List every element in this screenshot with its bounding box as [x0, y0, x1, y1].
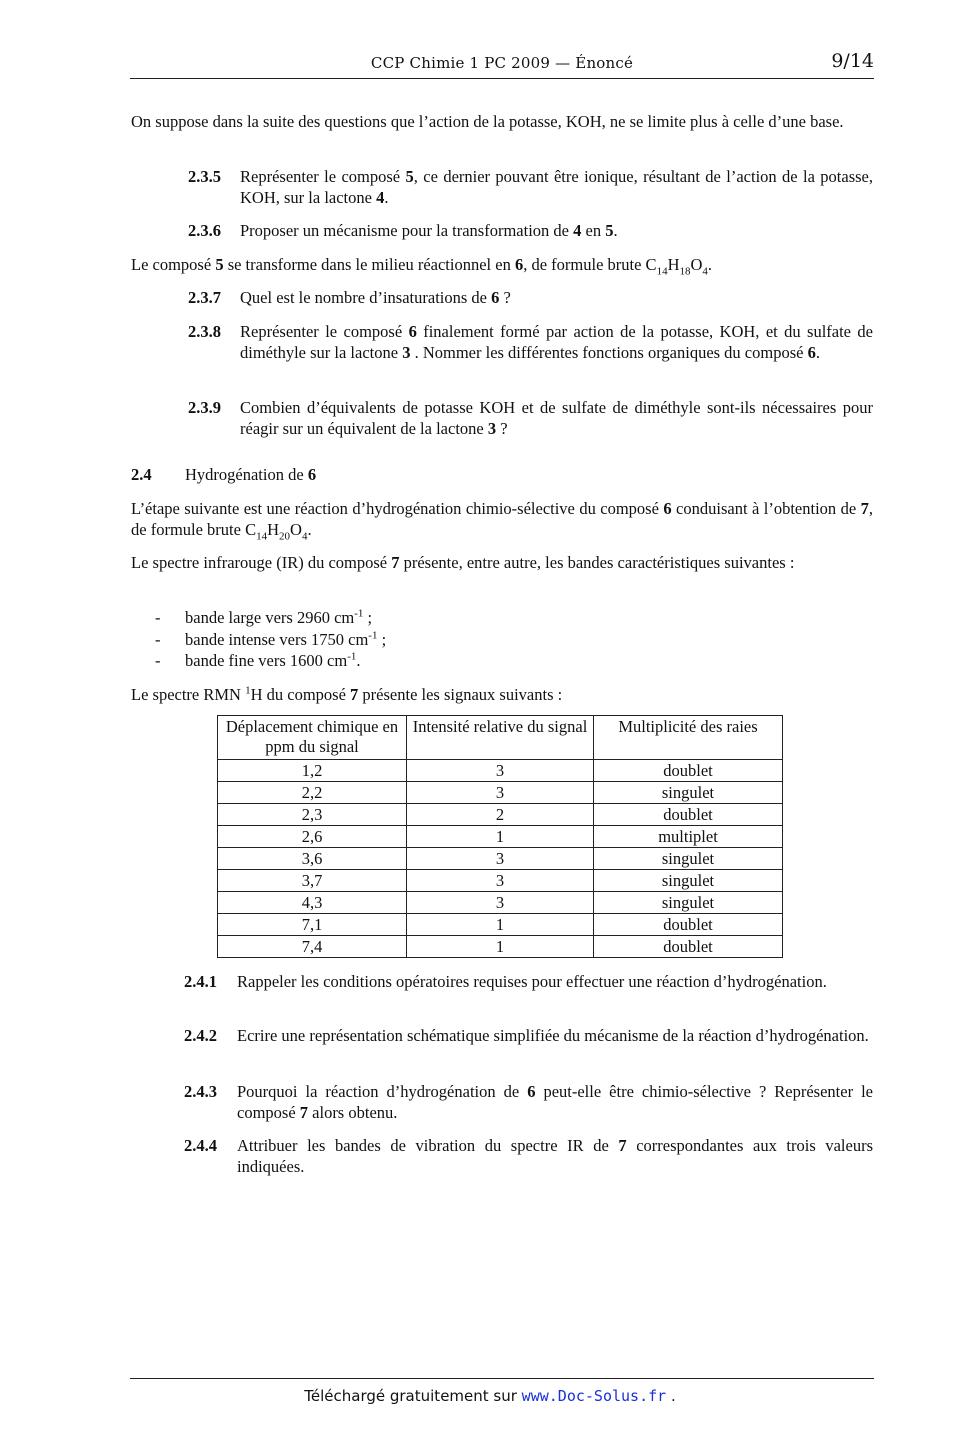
- intro-paragraph: On suppose dans la suite des questions que l’action de la potasse, KOH, ne se limite plus à celle d’une base.: [131, 112, 844, 131]
- question-number: 2.4.4: [184, 1136, 217, 1155]
- hydrogenation-paragraph: L’étape suivante est une réaction d’hydrogénation chimio-sélective du composé 6 conduisant à l’obtention de 7, de formule brute $C_{14}H_{20}O_4$.: [131, 499, 873, 543]
- table-cell: 3: [407, 782, 594, 804]
- question-text: Combien d’équivalents de potasse KOH et de sulfate de diméthyle sont-ils nécessaires pour réagir sur un équivalent de la lactone 3 ?: [240, 398, 873, 438]
- compound-5-paragraph: Le composé 5 se transforme dans le milieu réactionnel en 6, de formule brute $C_{14}H_{18}O_4$.: [131, 255, 713, 278]
- header-rule: [130, 78, 874, 79]
- table-cell: 3: [407, 848, 594, 870]
- table-row: [218, 914, 783, 936]
- table-cell: singulet: [594, 870, 783, 892]
- table-cell: 3: [407, 760, 594, 782]
- rmn-intro: Le spectre RMN $^1$H du composé 7 présente les signaux suivants :: [131, 684, 563, 704]
- table-cell: 2,2: [218, 782, 407, 804]
- table-row: [218, 892, 783, 914]
- table-row: [218, 826, 783, 848]
- column-header: Déplacement chimique en ppm du signal: [218, 716, 407, 760]
- section-number: 2.4: [131, 465, 152, 484]
- table-cell: singulet: [594, 892, 783, 914]
- ir-paragraph: Le spectre infrarouge (IR) du composé 7 présente, entre autre, les bandes caractéristiques suivantes :: [131, 553, 795, 572]
- footer-rule: [130, 1378, 874, 1379]
- column-header: Multiplicité des raies: [594, 716, 783, 760]
- question-number: 2.4.1: [184, 972, 217, 991]
- page-number: 9/14: [831, 50, 874, 72]
- table-cell: doublet: [594, 936, 783, 958]
- question-text: Proposer un mécanisme pour la transformation de 4 en 5.: [240, 221, 618, 240]
- table-cell: 7,4: [218, 936, 407, 958]
- table-cell: 1: [407, 826, 594, 848]
- question-text: Rappeler les conditions opératoires requises pour effectuer une réaction d’hydrogénation.: [237, 972, 827, 991]
- table-row: [218, 782, 783, 804]
- footer-end: .: [666, 1387, 676, 1405]
- question-number: 2.3.8: [188, 322, 221, 341]
- question-2-3-9: [188, 397, 980, 441]
- question-number: 2.3.7: [188, 288, 221, 307]
- ir-bands-list: [155, 607, 386, 672]
- question-number: 2.3.6: [188, 221, 221, 240]
- table-header-row: [218, 716, 783, 760]
- table-row: [218, 936, 783, 958]
- table-cell: 3,7: [218, 870, 407, 892]
- table-cell: 7,1: [218, 914, 407, 936]
- header-title: CCP Chimie 1 PC 2009 — Énoncé: [370, 54, 634, 72]
- table-row: [218, 804, 783, 826]
- table-cell: 1,2: [218, 760, 407, 782]
- table-cell: 2,3: [218, 804, 407, 826]
- table-cell: 1: [407, 936, 594, 958]
- question-2-4-2: [184, 1025, 980, 1069]
- table-cell: singulet: [594, 782, 783, 804]
- question-2-3-6: [188, 220, 980, 242]
- table-cell: 4,3: [218, 892, 407, 914]
- table-cell: 2,6: [218, 826, 407, 848]
- footer-text: Téléchargé gratuitement sur: [304, 1387, 522, 1405]
- table-cell: 3: [407, 892, 594, 914]
- table-row: [218, 870, 783, 892]
- table-cell: doublet: [594, 760, 783, 782]
- list-item: - bande intense vers 1750 $cm^{-1}$ ;: [155, 629, 387, 649]
- question-text: Pourquoi la réaction d’hydrogénation de 6 peut-elle être chimio-sélective ? Représenter le composé 7 alors obtenu.: [237, 1082, 873, 1122]
- column-header: Intensité relative du signal: [407, 716, 594, 760]
- question-2-3-7: [188, 287, 980, 309]
- table-cell: 3: [407, 870, 594, 892]
- table-row: [218, 760, 783, 782]
- question-text: Ecrire une représentation schématique simplifiée du mécanisme de la réaction d’hydrogénation.: [237, 1026, 869, 1045]
- question-number: 2.3.9: [188, 398, 221, 417]
- section-title: Hydrogénation de 6: [185, 465, 317, 484]
- question-2-4-4: [184, 1135, 980, 1179]
- question-number: 2.4.2: [184, 1026, 217, 1045]
- table-cell: doublet: [594, 914, 783, 936]
- question-text: Quel est le nombre d’insaturations de 6 ?: [240, 288, 511, 307]
- question-2-3-8: [188, 321, 980, 385]
- list-item: - bande fine vers 1600 $cm^{-1}$.: [155, 650, 361, 670]
- question-2-4-1: [184, 971, 980, 1015]
- section-heading-2-4: [131, 464, 931, 486]
- table-cell: singulet: [594, 848, 783, 870]
- list-item: - bande large vers 2960 $cm^{-1}$ ;: [155, 607, 373, 627]
- rmn-table: [217, 715, 783, 958]
- table-row: [218, 848, 783, 870]
- page-header: [130, 52, 874, 76]
- question-number: 2.4.3: [184, 1082, 217, 1101]
- question-2-4-3: [184, 1081, 980, 1125]
- question-number: 2.3.5: [188, 167, 221, 186]
- question-text: Représenter le composé 6 finalement formé par action de la potasse, KOH, et du sulfate de diméthyle sur la lactone 3 . Nommer les différentes fonctions organiques du composé 6.: [240, 322, 873, 362]
- page-footer: [0, 1387, 980, 1405]
- doc-solus-link[interactable]: www.Doc-Solus.fr: [521, 1387, 667, 1405]
- question-text: Représenter le composé 5, ce dernier pouvant être ionique, résultant de l’action de la potasse, KOH, sur la lactone 4.: [240, 167, 873, 207]
- table-cell: 3,6: [218, 848, 407, 870]
- table-cell: doublet: [594, 804, 783, 826]
- question-2-3-5: [188, 166, 980, 210]
- table-cell: 2: [407, 804, 594, 826]
- question-text: Attribuer les bandes de vibration du spectre IR de 7 correspondantes aux trois valeurs indiquées.: [237, 1136, 873, 1176]
- table-cell: multiplet: [594, 826, 783, 848]
- table-cell: 1: [407, 914, 594, 936]
